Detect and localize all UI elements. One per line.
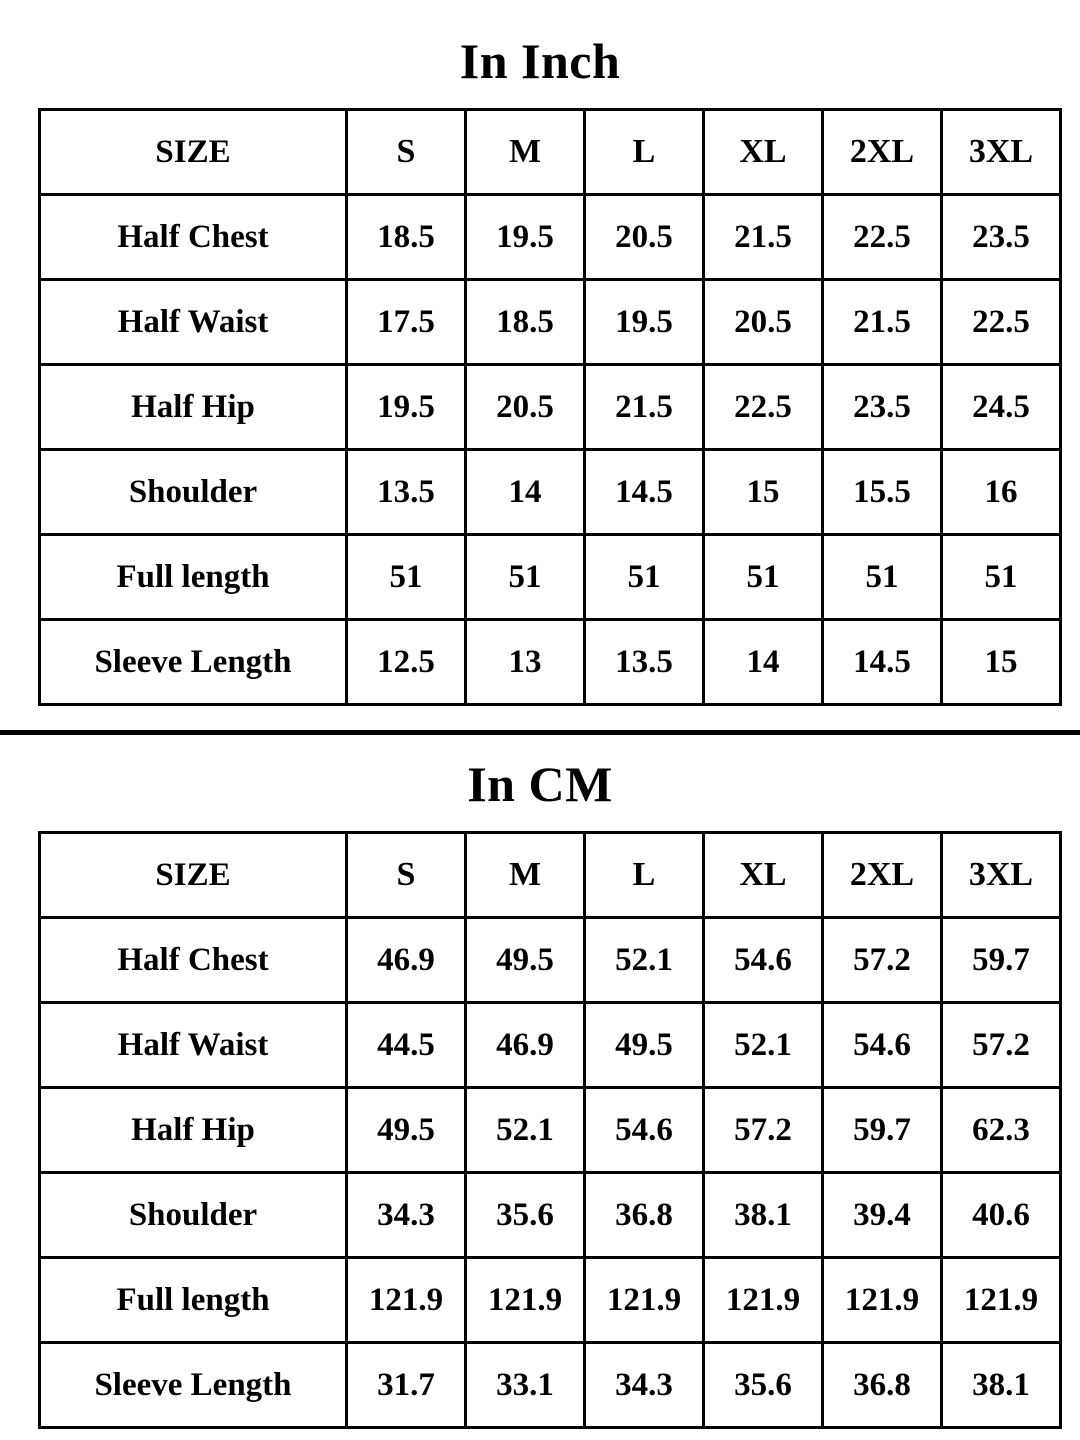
cell-half-chest-3xl: 23.5	[942, 195, 1061, 280]
cell-half-chest-xl: 21.5	[704, 195, 823, 280]
cell-half-waist-3xl: 22.5	[942, 280, 1061, 365]
column-header-m: M	[466, 110, 585, 195]
cell-sleeve-length-s: 12.5	[347, 620, 466, 705]
column-header-l: L	[585, 833, 704, 918]
table-header-row	[40, 110, 1061, 195]
cell-shoulder-s: 34.3	[347, 1173, 466, 1258]
cell-sleeve-length-3xl: 15	[942, 620, 1061, 705]
cell-half-waist-xl: 52.1	[704, 1003, 823, 1088]
table-row	[40, 1003, 1061, 1088]
cell-full-length-m: 121.9	[466, 1258, 585, 1343]
row-label-full-length: Full length	[40, 535, 347, 620]
cell-shoulder-m: 14	[466, 450, 585, 535]
cell-sleeve-length-xl: 35.6	[704, 1343, 823, 1428]
cell-half-waist-s: 44.5	[347, 1003, 466, 1088]
table-row	[40, 620, 1061, 705]
cell-half-chest-xl: 54.6	[704, 918, 823, 1003]
cell-half-chest-s: 46.9	[347, 918, 466, 1003]
column-header-xl: XL	[704, 833, 823, 918]
cell-full-length-s: 51	[347, 535, 466, 620]
table-row	[40, 1088, 1061, 1173]
cell-half-hip-m: 20.5	[466, 365, 585, 450]
cell-shoulder-3xl: 40.6	[942, 1173, 1061, 1258]
cell-full-length-2xl: 121.9	[823, 1258, 942, 1343]
cell-half-waist-2xl: 54.6	[823, 1003, 942, 1088]
row-label-shoulder: Shoulder	[40, 450, 347, 535]
cell-shoulder-xl: 38.1	[704, 1173, 823, 1258]
cell-full-length-s: 121.9	[347, 1258, 466, 1343]
table-body-cm	[40, 918, 1061, 1428]
table-body-inch	[40, 195, 1061, 705]
cell-half-waist-2xl: 21.5	[823, 280, 942, 365]
cell-half-hip-3xl: 62.3	[942, 1088, 1061, 1173]
cell-shoulder-2xl: 15.5	[823, 450, 942, 535]
cell-half-waist-m: 46.9	[466, 1003, 585, 1088]
cell-half-waist-l: 19.5	[585, 280, 704, 365]
cell-sleeve-length-xl: 14	[704, 620, 823, 705]
cell-full-length-l: 51	[585, 535, 704, 620]
cell-full-length-l: 121.9	[585, 1258, 704, 1343]
cell-half-hip-s: 49.5	[347, 1088, 466, 1173]
cell-sleeve-length-2xl: 14.5	[823, 620, 942, 705]
cell-half-chest-3xl: 59.7	[942, 918, 1061, 1003]
cell-sleeve-length-3xl: 38.1	[942, 1343, 1061, 1428]
row-label-half-waist: Half Waist	[40, 1003, 347, 1088]
row-label-full-length: Full length	[40, 1258, 347, 1343]
cell-half-chest-l: 20.5	[585, 195, 704, 280]
table-row	[40, 195, 1061, 280]
cell-full-length-3xl: 121.9	[942, 1258, 1061, 1343]
section-title-inch: In Inch	[459, 33, 621, 89]
table-wrap-cm	[0, 831, 1080, 1429]
cell-half-waist-xl: 20.5	[704, 280, 823, 365]
column-header-size: SIZE	[40, 833, 347, 918]
cell-sleeve-length-m: 13	[466, 620, 585, 705]
cell-sleeve-length-m: 33.1	[466, 1343, 585, 1428]
table-row	[40, 918, 1061, 1003]
row-label-sleeve-length: Sleeve Length	[40, 1343, 347, 1428]
table-row	[40, 535, 1061, 620]
column-header-l: L	[585, 110, 704, 195]
table-wrap-inch	[0, 108, 1080, 706]
cell-shoulder-3xl: 16	[942, 450, 1061, 535]
cell-half-chest-m: 19.5	[466, 195, 585, 280]
cell-sleeve-length-l: 13.5	[585, 620, 704, 705]
cell-half-chest-m: 49.5	[466, 918, 585, 1003]
cell-sleeve-length-s: 31.7	[347, 1343, 466, 1428]
cell-half-chest-s: 18.5	[347, 195, 466, 280]
cell-sleeve-length-l: 34.3	[585, 1343, 704, 1428]
cell-full-length-2xl: 51	[823, 535, 942, 620]
section-cm	[0, 735, 1080, 1429]
row-label-half-chest: Half Chest	[40, 195, 347, 280]
size-table-inch	[38, 108, 1062, 706]
row-label-shoulder: Shoulder	[40, 1173, 347, 1258]
cell-half-waist-3xl: 57.2	[942, 1003, 1061, 1088]
cell-half-hip-2xl: 23.5	[823, 365, 942, 450]
section-inch	[0, 0, 1080, 706]
cell-half-hip-l: 21.5	[585, 365, 704, 450]
column-header-xl: XL	[704, 110, 823, 195]
cell-half-hip-m: 52.1	[466, 1088, 585, 1173]
cell-half-waist-l: 49.5	[585, 1003, 704, 1088]
cell-shoulder-m: 35.6	[466, 1173, 585, 1258]
size-table-cm	[38, 831, 1062, 1429]
row-label-half-chest: Half Chest	[40, 918, 347, 1003]
cell-half-waist-s: 17.5	[347, 280, 466, 365]
column-header-3xl: 3XL	[942, 833, 1061, 918]
column-header-2xl: 2XL	[823, 110, 942, 195]
table-row	[40, 365, 1061, 450]
table-header-row	[40, 833, 1061, 918]
cell-half-hip-xl: 57.2	[704, 1088, 823, 1173]
cell-half-chest-l: 52.1	[585, 918, 704, 1003]
cell-full-length-xl: 121.9	[704, 1258, 823, 1343]
row-label-half-waist: Half Waist	[40, 280, 347, 365]
column-header-s: S	[347, 110, 466, 195]
cell-sleeve-length-2xl: 36.8	[823, 1343, 942, 1428]
table-header-inch	[40, 110, 1061, 195]
column-header-size: SIZE	[40, 110, 347, 195]
cell-shoulder-xl: 15	[704, 450, 823, 535]
cell-full-length-xl: 51	[704, 535, 823, 620]
table-row	[40, 1173, 1061, 1258]
cell-full-length-3xl: 51	[942, 535, 1061, 620]
column-header-m: M	[466, 833, 585, 918]
cell-half-chest-2xl: 22.5	[823, 195, 942, 280]
section-title-cm: In CM	[467, 756, 613, 812]
cell-shoulder-l: 36.8	[585, 1173, 704, 1258]
cell-shoulder-l: 14.5	[585, 450, 704, 535]
cell-half-hip-l: 54.6	[585, 1088, 704, 1173]
table-row	[40, 280, 1061, 365]
cell-half-hip-xl: 22.5	[704, 365, 823, 450]
cell-half-waist-m: 18.5	[466, 280, 585, 365]
row-label-half-hip: Half Hip	[40, 365, 347, 450]
cell-full-length-m: 51	[466, 535, 585, 620]
table-row	[40, 450, 1061, 535]
cell-half-hip-s: 19.5	[347, 365, 466, 450]
column-header-s: S	[347, 833, 466, 918]
row-label-half-hip: Half Hip	[40, 1088, 347, 1173]
cell-shoulder-2xl: 39.4	[823, 1173, 942, 1258]
row-label-sleeve-length: Sleeve Length	[40, 620, 347, 705]
table-row	[40, 1343, 1061, 1428]
column-header-2xl: 2XL	[823, 833, 942, 918]
cell-half-hip-3xl: 24.5	[942, 365, 1061, 450]
column-header-3xl: 3XL	[942, 110, 1061, 195]
cell-shoulder-s: 13.5	[347, 450, 466, 535]
cell-half-chest-2xl: 57.2	[823, 918, 942, 1003]
table-row	[40, 1258, 1061, 1343]
cell-half-hip-2xl: 59.7	[823, 1088, 942, 1173]
table-header-cm	[40, 833, 1061, 918]
